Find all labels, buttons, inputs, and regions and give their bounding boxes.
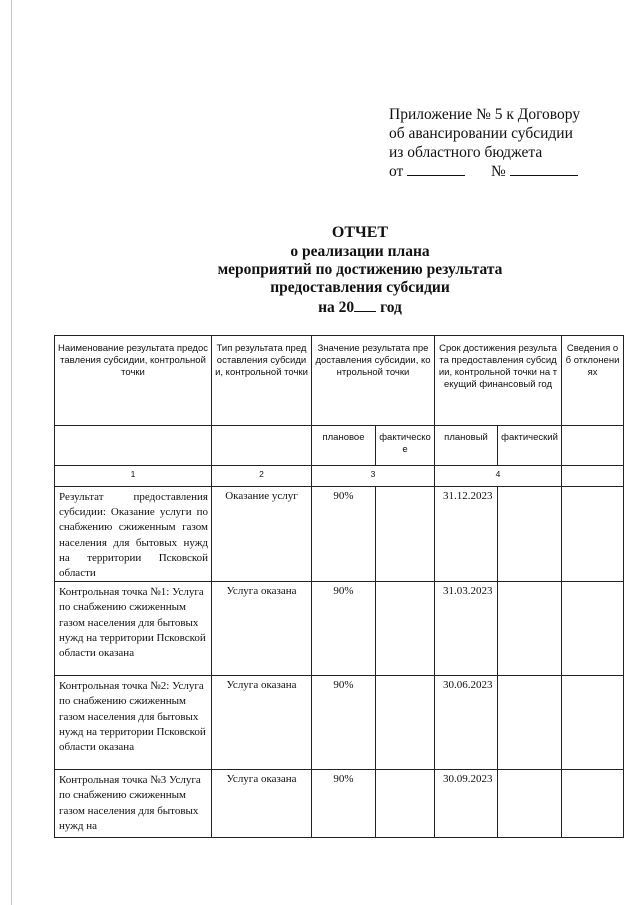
row-deadline-fact xyxy=(498,770,562,838)
header-type: Тип результата предоставления субсидии, контрольной точки xyxy=(212,336,312,426)
title-year-line xyxy=(200,297,520,317)
column-number-row xyxy=(55,466,624,487)
row-deviation xyxy=(562,582,624,676)
row-value-plan: 90% xyxy=(312,582,376,676)
table-row xyxy=(55,676,624,770)
page-edge xyxy=(11,0,12,905)
row-value-fact xyxy=(376,582,435,676)
number-prefix: № xyxy=(490,163,506,180)
date-prefix: от xyxy=(389,163,404,180)
subheader-empty-1 xyxy=(55,426,212,466)
row-deadline-plan: 31.12.2023 xyxy=(435,487,498,582)
table-row xyxy=(55,582,624,676)
appendix-line-2: об авансировании субсидии xyxy=(389,125,573,142)
table-row xyxy=(55,487,624,582)
row-type: Оказание услуг xyxy=(212,487,312,582)
subheader-value-fact: фактическое xyxy=(376,426,435,466)
row-value-plan: 90% xyxy=(312,770,376,838)
appendix-line-1: Приложение № 5 к Договору xyxy=(389,106,581,123)
title-line-2: о реализации плана xyxy=(290,243,430,260)
column-number-empty xyxy=(562,466,624,487)
row-deadline-plan: 31.03.2023 xyxy=(435,582,498,676)
column-number-3: 3 xyxy=(312,466,435,487)
report-title: ОТЧЕТ xyxy=(331,224,389,241)
row-value-fact xyxy=(376,676,435,770)
row-type: Услуга оказана xyxy=(212,582,312,676)
report-title-block xyxy=(200,224,520,317)
row-deadline-plan: 30.06.2023 xyxy=(435,676,498,770)
title-line-4: предоставления субсидии xyxy=(270,279,450,296)
row-deviation xyxy=(562,487,624,582)
header-value: Значение результата предоставления субсидии, контрольной точки xyxy=(312,336,435,426)
column-number-2: 2 xyxy=(212,466,312,487)
column-number-4: 4 xyxy=(435,466,562,487)
subheader-row xyxy=(55,426,624,466)
header-name: Наименование результата предоставления субсидии, контрольной точки xyxy=(55,336,212,426)
row-deadline-plan: 30.09.2023 xyxy=(435,770,498,838)
appendix-block xyxy=(389,105,629,181)
table-row xyxy=(55,770,624,838)
row-value-plan: 90% xyxy=(312,676,376,770)
year-blank xyxy=(354,297,376,312)
row-name: Контрольная точка №1: Услуга по снабжению сжиженным газом населения для бытовых нужд на территории Псковской области оказана xyxy=(55,582,212,676)
row-value-fact xyxy=(376,487,435,582)
year-prefix: на 20 xyxy=(318,299,355,316)
row-name: Контрольная точка №3 Услуга по снабжению сжиженным газом населения для бытовых нужд на xyxy=(55,770,212,838)
title-line-3: мероприятий по достижению результата xyxy=(217,261,503,278)
subheader-deadline-fact: фактический xyxy=(498,426,562,466)
subheader-empty-3 xyxy=(562,426,624,466)
row-value-fact xyxy=(376,770,435,838)
subheader-deadline-plan: плановый xyxy=(435,426,498,466)
subheader-empty-2 xyxy=(212,426,312,466)
column-number-1: 1 xyxy=(55,466,212,487)
row-deadline-fact xyxy=(498,582,562,676)
row-deviation xyxy=(562,770,624,838)
year-suffix: год xyxy=(380,299,402,316)
row-deviation xyxy=(562,676,624,770)
row-deadline-fact xyxy=(498,487,562,582)
date-blank xyxy=(407,163,465,176)
report-table xyxy=(54,335,624,838)
row-deadline-fact xyxy=(498,676,562,770)
row-value-plan: 90% xyxy=(312,487,376,582)
row-type: Услуга оказана xyxy=(212,770,312,838)
subheader-value-plan: плановое xyxy=(312,426,376,466)
appendix-line-3: из областного бюджета xyxy=(389,144,543,161)
header-row xyxy=(55,336,624,426)
appendix-date-line xyxy=(389,162,629,181)
header-deviation: Сведения об отклонениях xyxy=(562,336,624,426)
row-type: Услуга оказана xyxy=(212,676,312,770)
header-deadline: Срок достижения результата предоставления субсидии, контрольной точки на текущий финансовый год xyxy=(435,336,562,426)
row-name: Контрольная точка №2: Услуга по снабжению сжиженным газом населения для бытовых нужд на территории Псковской области оказана xyxy=(55,676,212,770)
number-blank xyxy=(510,163,578,176)
row-name: Результат предоставления субсидии: Оказание услуги по снабжению сжиженным газом населения для бытовых нужд на территории Псковской области xyxy=(55,487,212,582)
